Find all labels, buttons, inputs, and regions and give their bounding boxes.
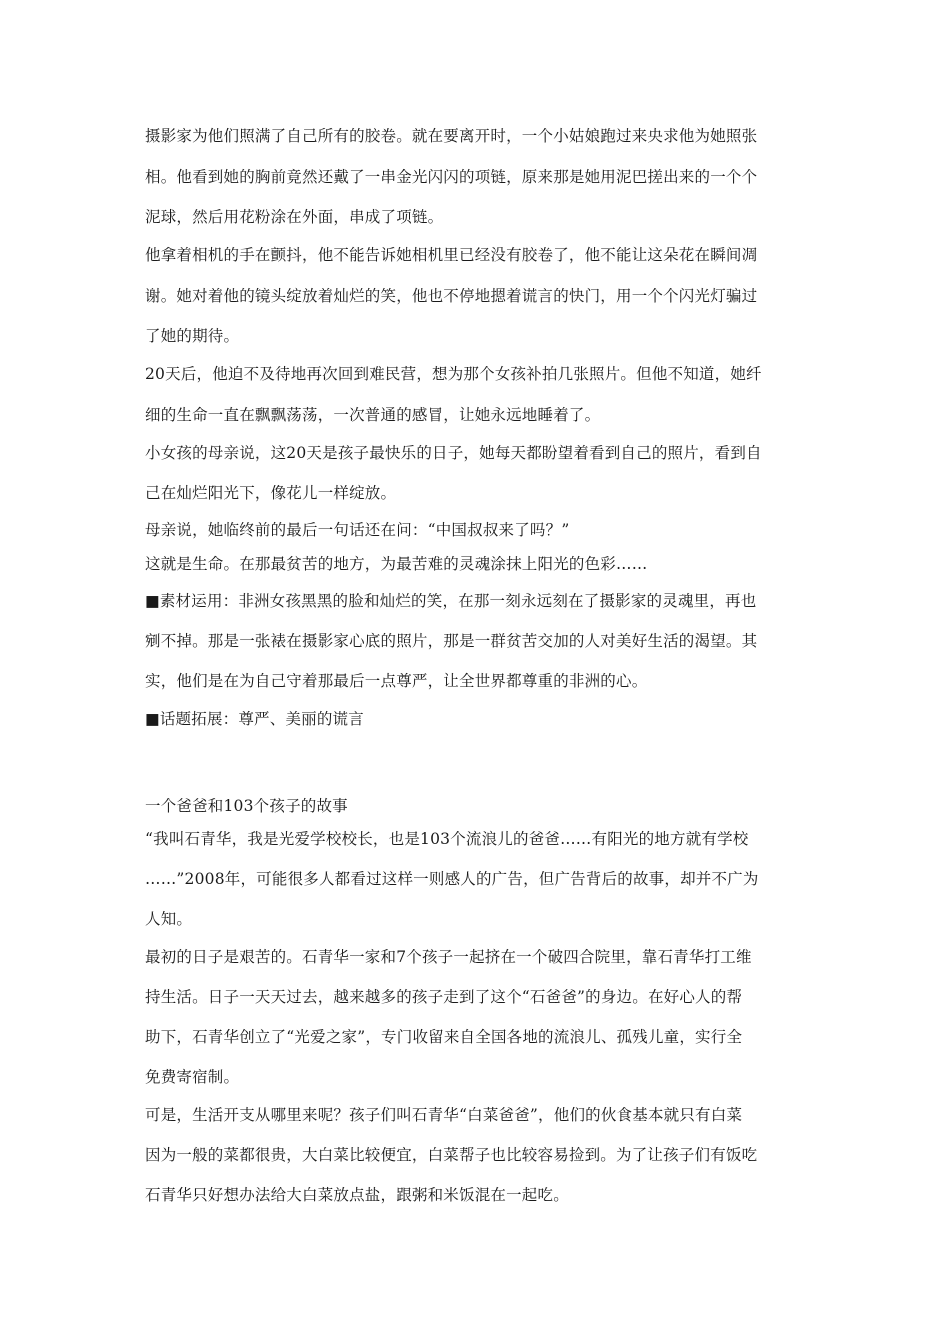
paragraph-line: 助下，石青华创立了“光爱之家”，专门收留来自全国各地的流浪儿、孤残儿童，实行全 bbox=[145, 1028, 743, 1046]
paragraph-line: “我叫石青华，我是光爱学校校长，也是103个流浪儿的爸爸……有阳光的地方就有学校 bbox=[145, 830, 749, 848]
paragraph-line: 石青华只好想办法给大白菜放点盐，跟粥和米饭混在一起吃。 bbox=[145, 1186, 569, 1204]
paragraph-line: 母亲说，她临终前的最后一句话还在问：“中国叔叔来了吗？” bbox=[145, 521, 570, 539]
material-usage-line: 实，他们是在为自己守着那最后一点尊严，让全世界都尊重的非洲的心。 bbox=[145, 672, 648, 690]
paragraph-line: 泥球，然后用花粉涂在外面，串成了项链。 bbox=[145, 208, 444, 226]
paragraph-line: 谢。她对着他的镜头绽放着灿烂的笑，他也不停地摁着谎言的快门，用一个个闪光灯骗过 bbox=[145, 287, 758, 305]
paragraph-line: 相。他看到她的胸前竟然还戴了一串金光闪闪的项链，原来那是她用泥巴搓出来的一个个 bbox=[145, 168, 758, 186]
paragraph-line: 最初的日子是艰苦的。石青华一家和7个孩子一起挤在一个破四合院里，靠石青华打工维 bbox=[145, 948, 752, 966]
story-title: 一个爸爸和103个孩子的故事 bbox=[145, 797, 348, 815]
paragraph-line: 可是，生活开支从哪里来呢？孩子们叫石青华“白菜爸爸”，他们的伙食基本就只有白菜 bbox=[145, 1106, 743, 1124]
paragraph-line: 他拿着相机的手在颤抖，他不能告诉她相机里已经没有胶卷了，他不能让这朵花在瞬间凋 bbox=[145, 246, 758, 264]
paragraph-line: 人知。 bbox=[145, 910, 193, 928]
paragraph-line: 细的生命一直在飘飘荡荡，一次普通的感冒，让她永远地睡着了。 bbox=[145, 406, 601, 424]
paragraph-line: 因为一般的菜都很贵，大白菜比较便宜，白菜帮子也比较容易捡到。为了让孩子们有饭吃 bbox=[145, 1146, 758, 1164]
paragraph-line: 小女孩的母亲说，这20天是孩子最快乐的日子，她每天都盼望着看到自己的照片，看到自 bbox=[145, 444, 762, 462]
topic-extension-line: ■话题拓展：尊严、美丽的谎言 bbox=[145, 710, 364, 728]
paragraph-line: 20天后，他迫不及待地再次回到难民营，想为那个女孩补拍几张照片。但他不知道，她纤 bbox=[145, 365, 762, 383]
paragraph-line: 持生活。日子一天天过去，越来越多的孩子走到了这个“石爸爸”的身边。在好心人的帮 bbox=[145, 988, 743, 1006]
material-usage-line: 剜不掉。那是一张裱在摄影家心底的照片，那是一群贫苦交加的人对美好生活的渴望。其 bbox=[145, 632, 758, 650]
paragraph-line: 摄影家为他们照满了自己所有的胶卷。就在要离开时，一个小姑娘跑过来央求他为她照张 bbox=[145, 127, 758, 145]
paragraph-line: 己在灿烂阳光下，像花儿一样绽放。 bbox=[145, 484, 397, 502]
paragraph-line: 免费寄宿制。 bbox=[145, 1068, 240, 1086]
paragraph-line: 了她的期待。 bbox=[145, 327, 240, 345]
material-usage-line: ■素材运用：非洲女孩黑黑的脸和灿烂的笑，在那一刻永远刻在了摄影家的灵魂里，再也 bbox=[145, 592, 757, 610]
paragraph-line: ……”2008年，可能很多人都看过这样一则感人的广告，但广告背后的故事，却并不广为 bbox=[145, 870, 759, 888]
paragraph-line: 这就是生命。在那最贫苦的地方，为最苦难的灵魂涂抹上阳光的色彩…… bbox=[145, 555, 648, 573]
